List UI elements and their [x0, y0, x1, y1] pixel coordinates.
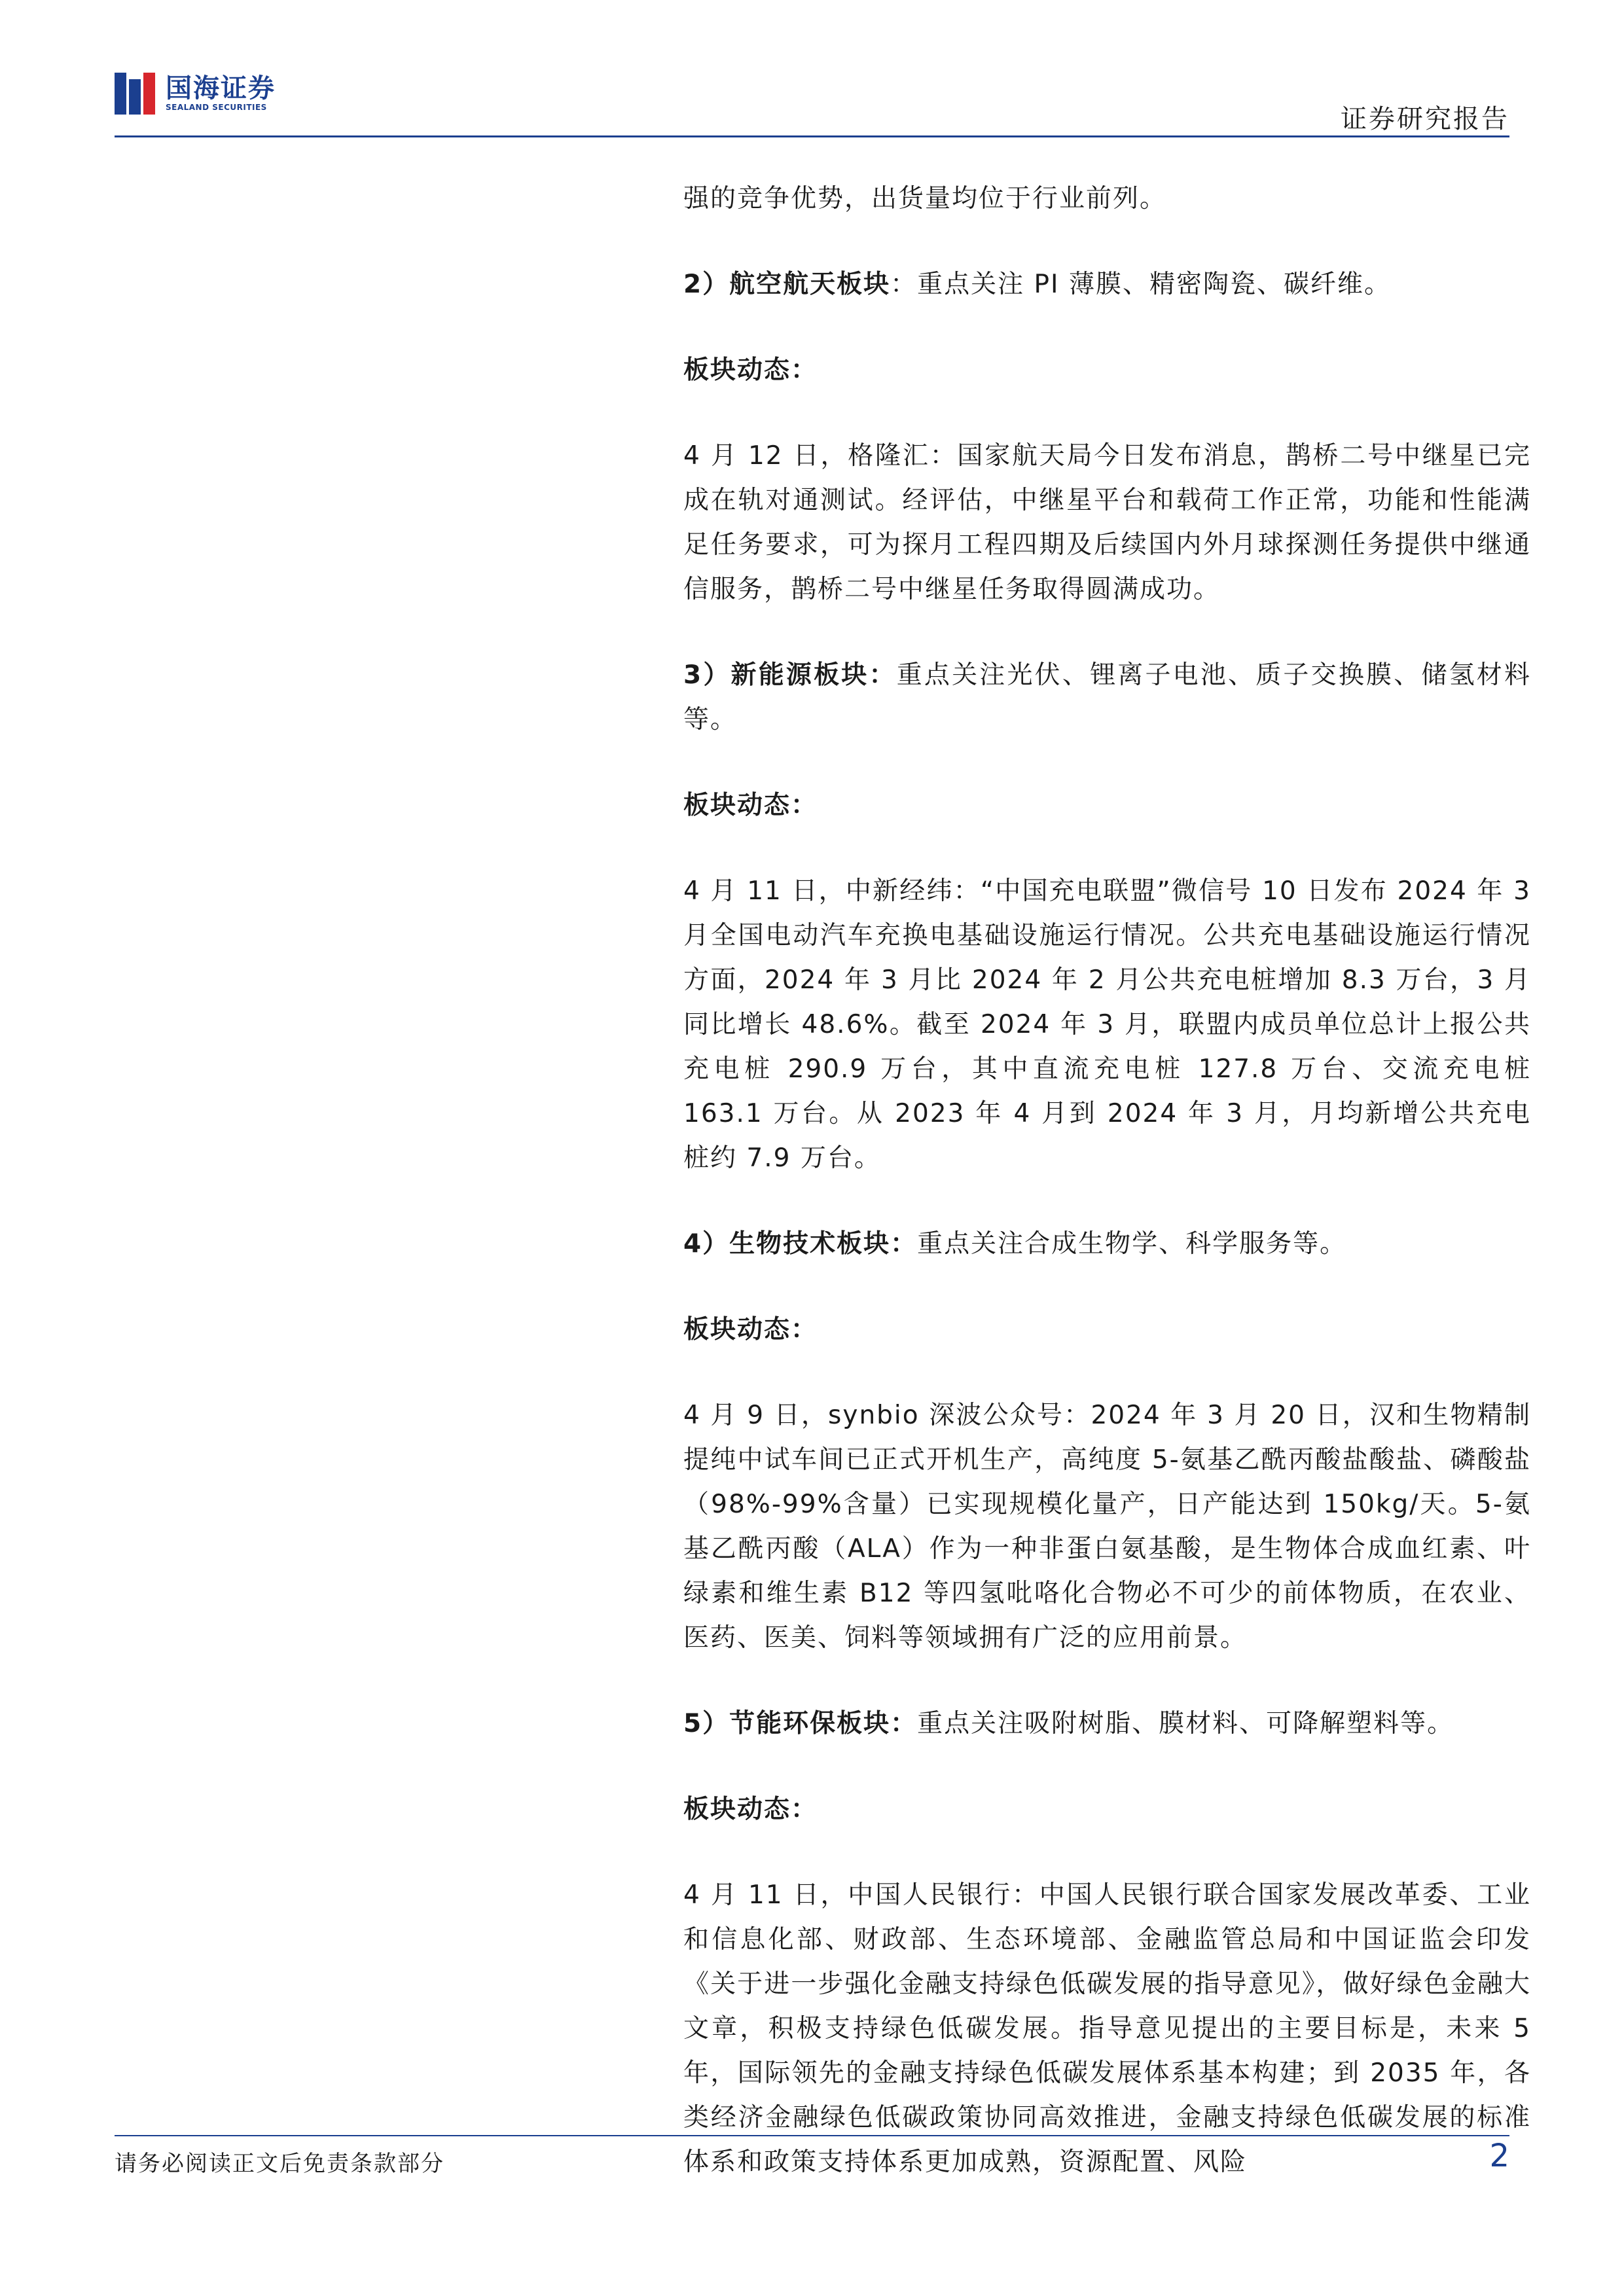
paragraph: 4 月 11 日，中国人民银行：中国人民银行联合国家发展改革委、工业和信息化部、财政部、生态环境部、金融监管总局和中国证监会印发《关于进一步强化金融支持绿色低碳发展的指导意见》，做好绿色金融大文章，积极支持绿色低碳发展。指导意见提出的主要目标是，未来 5 年，国际领先的金融支持绿色低碳发展体系基本构建；到 2035 年，各类经济金融绿色低碳政策协同高效推进，金融支持绿色低碳发展的标准体系和政策支持体系更加成熟，资源配置、风险 [683, 1880, 1531, 2177]
paragraph: 4 月 9 日，synbio 深波公众号：2024 年 3 月 20 日，汉和生物精制提纯中试车间已正式开机生产，高纯度 5-氨基乙酰丙酸盐酸盐、磷酸盐（98%-99%含量）已实现规模化量产，日产能达到 150kg/天。5-氨基乙酰丙酸（ALA）作为一种非蛋白氨基酸，是生物体合成血红素、叶绿素和维生素 B12 等四氢吡咯化合物必不可少的前体物质，在农业、医药、医美、饲料等领域拥有广泛的应用前景。 [683, 1401, 1531, 1653]
sector-dynamics-label: 板块动态： [683, 355, 818, 385]
paragraph: 强的竞争优势，出货量均位于行业前列。 [683, 184, 1167, 213]
sector-heading-bold: 4）生物技术板块： [683, 1229, 918, 1259]
logo-mark-icon [115, 73, 156, 115]
logo-name-en: SEALAND SECURITIES [166, 103, 267, 112]
sector-heading-text: 重点关注吸附树脂、膜材料、可降解塑料等。 [917, 1709, 1454, 1738]
logo-name-cn: 国海证券 [166, 73, 276, 103]
header-divider [115, 135, 1509, 137]
sector-dynamics-label: 板块动态： [683, 1315, 818, 1344]
sector-dynamics-label: 板块动态： [683, 791, 818, 820]
paragraph: 4 月 11 日，中新经纬：“中国充电联盟”微信号 10 日发布 2024 年 3 月全国电动汽车充换电基础设施运行情况。公共充电基础设施运行情况方面，2024 年 3 月比 2024 年 2 月公共充电桩增加 8.3 万台，3 月同比增长 48.6%。截至 2024 年 3 月，联盟内成员单位总计上报公共充电桩 290.9 万台，其中直流充电桩 127.8 万台、交流充电桩 163.1 万台。从 2023 年 4 月到 2024 年 3 月，月均新增公共充电桩约 7.9 万台。 [683, 876, 1531, 1173]
body-content [683, 177, 1531, 2185]
sector-heading-new-energy [683, 653, 1531, 742]
disclaimer-note: 请务必阅读正文后免责条款部分 [115, 2151, 444, 2177]
sector-heading-aerospace [683, 262, 1531, 307]
page-header [0, 0, 1624, 137]
paragraph: 4 月 12 日，格隆汇：国家航天局今日发布消息，鹊桥二号中继星已完成在轨对通测试。经评估，中继星平台和载荷工作正常，功能和性能满足任务要求，可为探月工程四期及后续国内外月球探测任务提供中继通信服务，鹊桥二号中继星任务取得圆满成功。 [683, 441, 1531, 604]
sector-heading-bold: 5）节能环保板块： [683, 1709, 918, 1738]
page-number: 2 [1489, 2138, 1509, 2174]
report-type-label: 证券研究报告 [1341, 104, 1509, 134]
sector-heading-environmental [683, 1702, 1531, 1746]
company-logo [115, 71, 276, 117]
sector-heading-bold: 3）新能源板块： [683, 660, 897, 690]
sector-dynamics-label: 板块动态： [683, 1795, 818, 1824]
sector-heading-biotech [683, 1222, 1531, 1266]
footer-divider [115, 2135, 1509, 2136]
sector-heading-bold: 2）航空航天板块 [683, 270, 891, 299]
sector-heading-text: 重点关注光伏、锂离子电池、质子交换膜、储氢材料等。 [683, 660, 1531, 734]
sector-heading-text: ：重点关注 PI 薄膜、精密陶瓷、碳纤维。 [890, 270, 1391, 299]
sector-heading-text: 重点关注合成生物学、科学服务等。 [917, 1229, 1347, 1259]
